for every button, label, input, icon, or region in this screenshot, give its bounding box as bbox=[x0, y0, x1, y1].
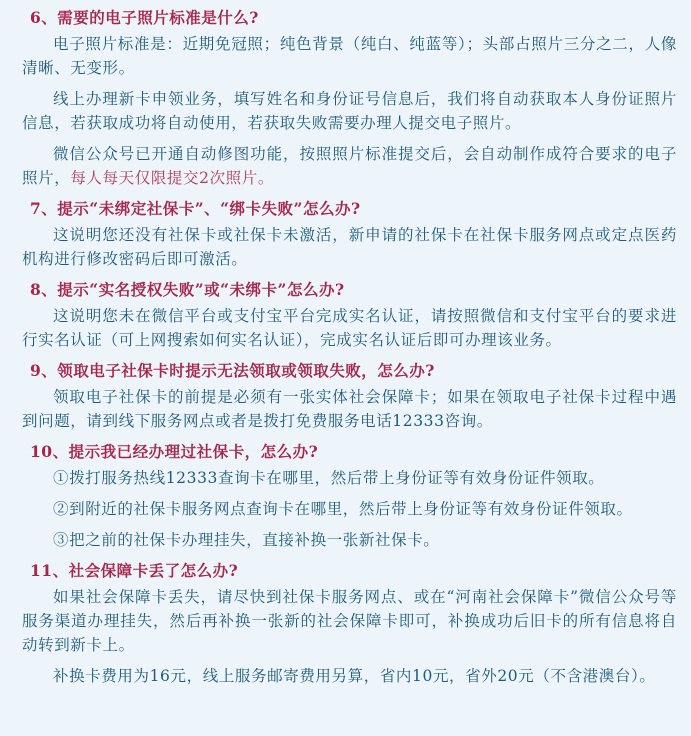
faq-heading-10: 10、提示我已经办理过社保卡，怎么办? bbox=[30, 442, 319, 461]
faq-section-6 bbox=[22, 6, 677, 190]
faq-heading-8: 8、提示“实名授权失败”或“未绑卡”怎么办? bbox=[30, 280, 345, 299]
faq-section-9 bbox=[22, 359, 677, 433]
faq-answer-6-para-3-text: 微信公众号已开通自动修图功能，按照照片标准提交后，会自动制作成符合要求的电子照片， bbox=[22, 145, 677, 187]
faq-answer-6-para-2: 线上办理新卡申领业务，填写姓名和身份证号信息后，我们将自动获取本人身份证照片信息，若获取成功将自动使用，若获取失败需要办理人提交电子照片。 bbox=[22, 90, 677, 132]
faq-section-8 bbox=[22, 278, 677, 352]
faq-answer-10-para-1: ①拨打服务热线12333查询卡在哪里，然后带上身份证等有效身份证件领取。 bbox=[53, 469, 605, 487]
faq-answer-11-para-1: 如果社会保障卡丢失，请尽快到社保卡服务网点、或在“河南社会保障卡”微信公众号等服务渠道办理挂失，然后再补换一张新的社会保障卡即可，补换成功后旧卡的所有信息将自动转到新卡上。 bbox=[22, 588, 677, 654]
faq-answer-8-para-1: 这说明您未在微信平台或支付宝平台完成实名认证，请按照微信和支付宝平台的要求进行实名认证（可上网搜索如何实名认证），完成实名认证后即可办理该业务。 bbox=[22, 307, 677, 349]
faq-section-7 bbox=[22, 197, 677, 271]
faq-section-10 bbox=[22, 440, 677, 552]
faq-heading-6: 6、需要的电子照片标准是什么? bbox=[30, 8, 259, 27]
faq-answer-10-para-2: ②到附近的社保卡服务网点查询卡在哪里，然后带上身份证等有效身份证件领取。 bbox=[53, 500, 633, 518]
photo-limit-notice: 每人每天仅限提交2次照片。 bbox=[70, 169, 274, 187]
faq-answer-7-para-1: 这说明您还没有社保卡或社保卡未激活，新申请的社保卡在社保卡服务网点或定点医药机构进行修改密码后即可激活。 bbox=[22, 226, 677, 268]
faq-answer-11-para-2: 补换卡费用为16元，线上服务邮寄费用另算，省内10元，省外20元（不含港澳台）。 bbox=[53, 667, 656, 685]
faq-answer-6-para-3 bbox=[22, 142, 677, 190]
faq-heading-11: 11、社会保障卡丢了怎么办? bbox=[30, 561, 239, 580]
faq-answer-10-para-3: ③把之前的社保卡办理挂失，直接补换一张新社保卡。 bbox=[53, 531, 440, 549]
faq-heading-7: 7、提示“未绑定社保卡”、“绑卡失败”怎么办? bbox=[30, 199, 361, 218]
faq-heading-9: 9、领取电子社保卡时提示无法领取或领取失败，怎么办? bbox=[30, 361, 435, 380]
faq-answer-9-para-1: 领取电子社保卡的前提是必须有一张实体社会保障卡；如果在领取电子社保卡过程中遇到问题，请到线下服务网点或者是拨打免费服务电话12333咨询。 bbox=[22, 388, 677, 430]
faq-section-11 bbox=[22, 559, 677, 688]
faq-answer-6-para-1: 电子照片标准是：近期免冠照；纯色背景（纯白、纯蓝等）；头部占照片三分之二，人像清晰、无变形。 bbox=[22, 35, 677, 77]
